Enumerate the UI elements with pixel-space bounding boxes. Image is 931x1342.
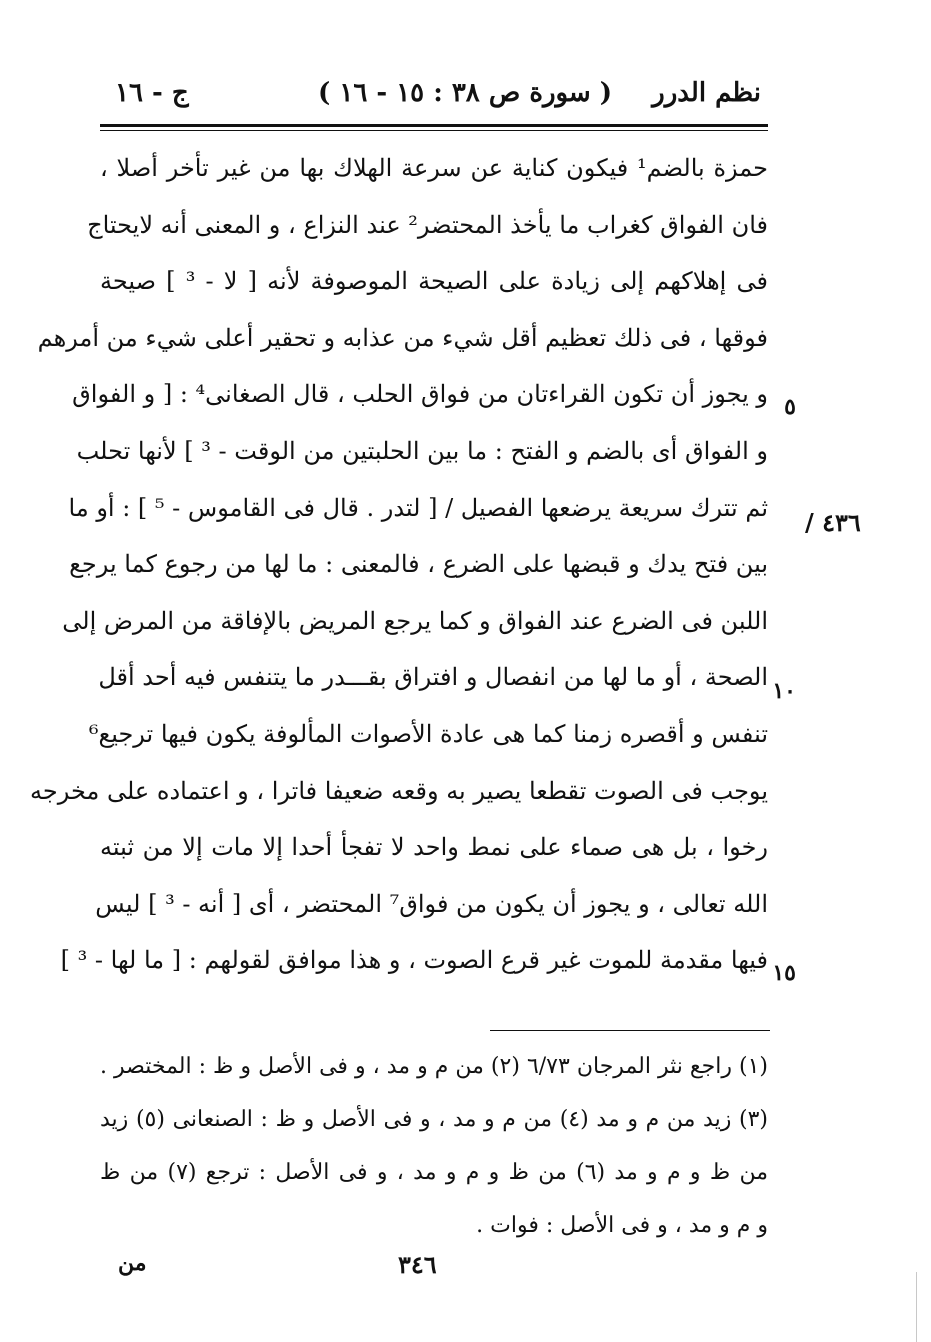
main-text — [30, 140, 769, 989]
text-line: و يجوز أن تكون القراءتان من فواق الحلب ، قال الصغانى⁴ : [ و الفواق — [72, 380, 768, 409]
footnotes — [100, 1040, 768, 1252]
footnote-separator — [490, 1030, 770, 1031]
text-line: تنفس و أقصره زمنا كما هى عادة الأصوات المألوفة يكون فيها ترجيع⁶ — [88, 719, 768, 748]
text-line: ثم تترك سريعة يرضعها الفصيل / [ لتدر . قال فى القاموس - ⁵ ] : أو ما — [68, 493, 768, 522]
header-surah-reference: ( سورة ص ٣٨ : ١٥ - ١٦ ) — [318, 78, 613, 108]
text-line: فيها مقدمة للموت غير قرع الصوت ، و هذا موافق لقولهم : [ ما لها - ³ ] — [60, 946, 768, 975]
text-line: فان الفواق كغراب ما يأخذ المحتضر² عند النزاع ، و المعنى أنه لايحتاج — [87, 210, 768, 239]
header-rule-thick — [100, 124, 768, 127]
text-line: الله تعالى ، و يجوز أن يكون من فواق⁷ المحتضر ، أى [ أنه - ³ ] ليس — [95, 889, 768, 918]
scan-edge-mark — [916, 1272, 917, 1342]
text-line: اللبن فى الضرع عند الفواق و كما يرجع المريض بالإفاقة من المرض إلى — [62, 606, 768, 635]
line-number-5: ٥ — [784, 394, 796, 420]
page-number: ٣٤٦ — [398, 1250, 437, 1279]
footnote-line: من ظ و م و مد (٦) من ظ و م و مد ، و فى الأصل : ترجع (٧) من ظ — [100, 1160, 769, 1185]
text-line: فوقها ، فى ذلك تعظيم أقل شيء من عذابه و تحقير أعلى شيء من أمرهم — [37, 323, 768, 352]
line-number-15: ١٥ — [772, 960, 796, 986]
text-line: رخوا ، بل هى صماء على نمط واحد لا تفجأ أحدا إلا مات إلا من ثبته — [100, 833, 768, 862]
footnote-line: (٣) زيد من م و مد (٤) من م و مد ، و فى الأصل و ظ : الصنعانى (٥) زيد — [100, 1107, 768, 1132]
footnote-line: (١) راجع نثر المرجان ٦/٧٣ (٢) من م و مد ، و فى الأصل و ظ : المختصر . — [100, 1054, 768, 1079]
footnote-line: و م و مد ، و فى الأصل : فوات . — [476, 1213, 768, 1238]
text-line: حمزة بالضم¹ فيكون كناية عن سرعة الهلاك بها من غير تأخر أصلا ، — [100, 154, 769, 182]
text-line: فى إهلاكهم إلى زيادة على الصيحة الموصوفة لأنه [ لا - ³ ] صيحة — [100, 267, 768, 296]
text-line: و الفواق أى بالضم و الفتح : ما بين الحلبتين من الوقت - ³ ] لأنها تحلب — [76, 436, 768, 465]
header-book-title: نظم الدرر — [652, 78, 761, 108]
text-line: الصحة ، أو ما لها من انفصال و افتراق بقـــدر ما يتنفس فيه أحد أقل — [98, 663, 768, 692]
catchword: من — [118, 1250, 147, 1276]
text-line: بين فتح يدك و قبضها على الضرع ، فالمعنى : ما لها من رجوع كما يرجع — [69, 550, 768, 579]
header-volume: ج - ١٦ — [115, 78, 189, 108]
margin-manuscript-reference: ٤٣٦ / — [805, 508, 861, 537]
text-line: يوجب فى الصوت تقطعا يصير به وقعه ضعيفا فاترا ، و اعتماده على مخرجه — [30, 776, 768, 805]
header-rule-thin — [100, 130, 768, 131]
line-number-10: ١٠ — [772, 678, 796, 704]
